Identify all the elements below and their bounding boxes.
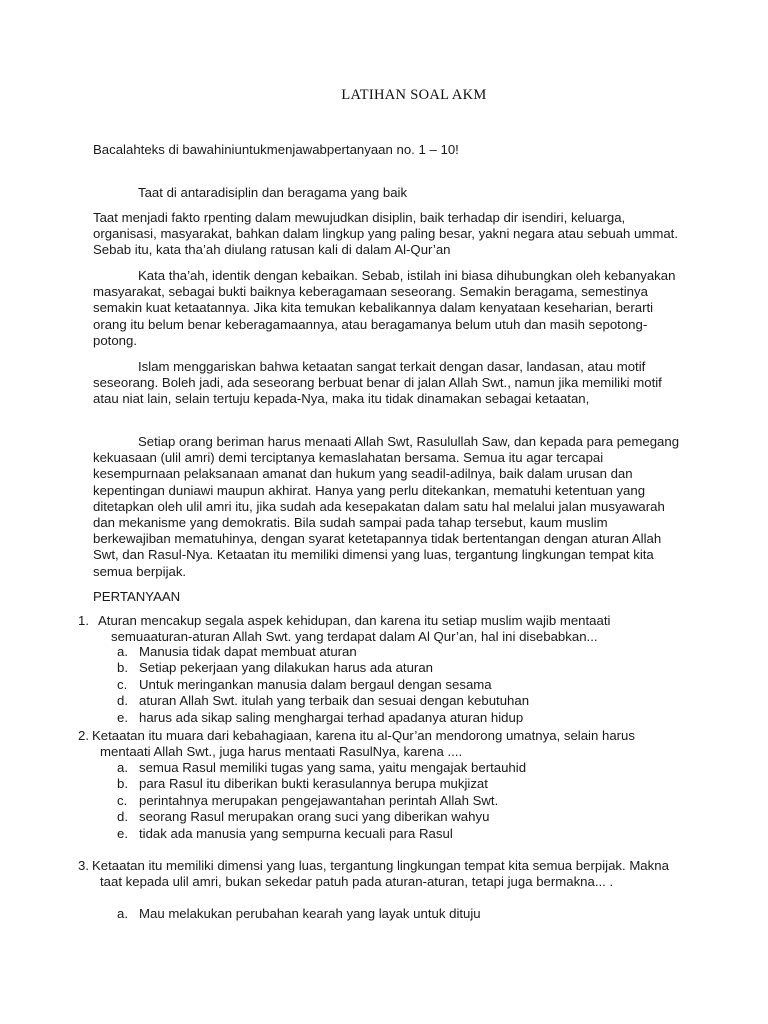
page-title: LATIHAN SOAL AKM — [341, 87, 487, 103]
option-text: perintahnya merupakan pengejawantahan perintah Allah Swt. — [139, 792, 499, 808]
option-label: c. — [117, 792, 128, 808]
option-text: Setiap pekerjaan yang dilakukan harus ada aturan — [139, 660, 433, 676]
question-number: 1. — [78, 613, 89, 628]
question-text: Ketaatan itu memiliki dimensi yang luas, tergantung lingkungan tempat kita semua berpijak. Makna taat kepada ulil amri, bukan sekedar patuh pada aturan-aturan, tetapi juga bermakna... . — [92, 858, 669, 890]
option-text: tidak ada manusia yang sempurna kecuali para Rasul — [139, 825, 453, 841]
option-item[interactable] — [117, 710, 529, 726]
option-item[interactable] — [117, 660, 529, 676]
option-label: a. — [117, 906, 128, 921]
option-label: e. — [117, 709, 128, 725]
paragraph-2: Kata tha’ah, identik dengan kebaikan. Sebab, istilah ini biasa dihubungkan oleh kebanyakan masyarakat, sebagai bukti baiknya keberagamaan seseorang. Semakin beragama, semestinya semakin kuat ketaatannya. Jika kita temukan kebalikannya dalam kenyataan keseharian, berarti orang itu belum benar keberagamaannya, atau beragamanya belum utuh dan masih sepotong-potong. — [93, 268, 676, 348]
option-item[interactable] — [117, 809, 526, 825]
question-number: 2. — [78, 728, 89, 743]
option-label: b. — [117, 776, 128, 792]
option-label: a. — [117, 644, 128, 659]
option-label: e. — [117, 825, 128, 841]
passage-title: Taat di antaradisiplin dan beragama yang baik — [138, 185, 408, 200]
option-item[interactable] — [117, 677, 529, 693]
instruction-text: Bacalahteks di bawahiniuntukmenjawabpertanyaan no. 1 – 10! — [93, 142, 459, 157]
question-text: Aturan mencakup segala aspek kehidupan, dan karena itu setiap muslim wajib mentaati semuaaturan-aturan Allah Swt. yang terdapat dalam Al Qur’an, hal ini disebabkan... — [98, 613, 611, 645]
section-heading: PERTANYAAN — [93, 589, 181, 604]
option-text: semua Rasul memiliki tugas yang sama, yaitu mengajak bertauhid — [139, 760, 527, 775]
paragraph-3: Islam menggariskan bahwa ketaatan sangat terkait dengan dasar, landasan, atau motif seseorang. Boleh jadi, ada seseorang berbuat benar di jalan Allah Swt., namun jika memiliki motif atau niat lain, selain tertuju kepada-Nya, maka itu tidak dinamakan sebagai ketaatan, — [93, 359, 662, 407]
question-number: 3. — [78, 858, 89, 873]
question-text: Ketaatan itu muara dari kebahagiaan, karena itu al-Qur’an mendorong umatnya, selain harus mentaati Allah Swt., juga harus mentaati RasulNya, karena .... — [92, 728, 635, 760]
option-label: a. — [117, 760, 128, 775]
option-text: Untuk meringankan manusia dalam bergaul dengan sesama — [139, 676, 492, 692]
question-3-options — [117, 906, 481, 922]
option-label: b. — [117, 660, 128, 676]
question-1-options — [117, 644, 529, 726]
option-item[interactable] — [117, 826, 526, 842]
option-item[interactable] — [117, 644, 529, 660]
option-label: d. — [117, 809, 128, 825]
option-item[interactable] — [117, 776, 526, 792]
paragraph-4: Setiap orang beriman harus menaati Allah Swt, Rasulullah Saw, dan kepada para pemegang kekuasaan (ulil amri) demi terciptanya kemaslahatan bersama. Semua itu agar tercapai kesempurnaan pelaksanaan amanat dan hukum yang seadil-adilnya, baik dalam urusan dan kepentingan duniawi maupun akhirat. Hanya yang perlu ditekankan, mematuhi ketentuan yang ditetapkan oleh ulil amri itu, jika sudah ada kesepakatan dalam satu hal melalui jalan musyawarah dan mekanisme yang demokratis. Bila sudah sampai pada tahap tersebut, kaum muslim berkewajiban mematuhinya, dengan syarat ketetapannya tidak bertentangan dengan aturan Allah Swt, dan Rasul-Nya. Ketaatan itu memiliki dimensi yang luas, tergantung lingkungan tempat kita semua berpijak. — [93, 434, 680, 579]
paragraph-1: Taat menjadi fakto rpenting dalam mewujudkan disiplin, baik terhadap dir isendiri, keluarga, organisasi, masyarakat, bahkan dalam lingkup yang paling besar, yakni negara atau sebuah ummat. Sebab itu, kata tha’ah diulang ratusan kali di dalam Al-Qur’an — [93, 210, 679, 258]
option-text: harus ada sikap saling menghargai terhad apadanya aturan hidup — [139, 709, 524, 725]
question-2-options — [117, 760, 526, 842]
option-text: aturan Allah Swt. itulah yang terbaik dan sesuai dengan kebutuhan — [139, 693, 530, 709]
option-item[interactable] — [117, 693, 529, 709]
option-item[interactable] — [117, 793, 526, 809]
option-item[interactable] — [117, 760, 526, 776]
option-text: Mau melakukan perubahan kearah yang layak untuk dituju — [139, 906, 481, 921]
option-text: para Rasul itu diberikan bukti kerasulannya berupa mukjizat — [139, 776, 488, 792]
option-label: c. — [117, 676, 128, 692]
option-text: seorang Rasul merupakan orang suci yang diberikan wahyu — [139, 809, 490, 825]
option-label: d. — [117, 693, 128, 709]
option-item[interactable] — [117, 906, 481, 922]
option-text: Manusia tidak dapat membuat aturan — [139, 644, 357, 659]
